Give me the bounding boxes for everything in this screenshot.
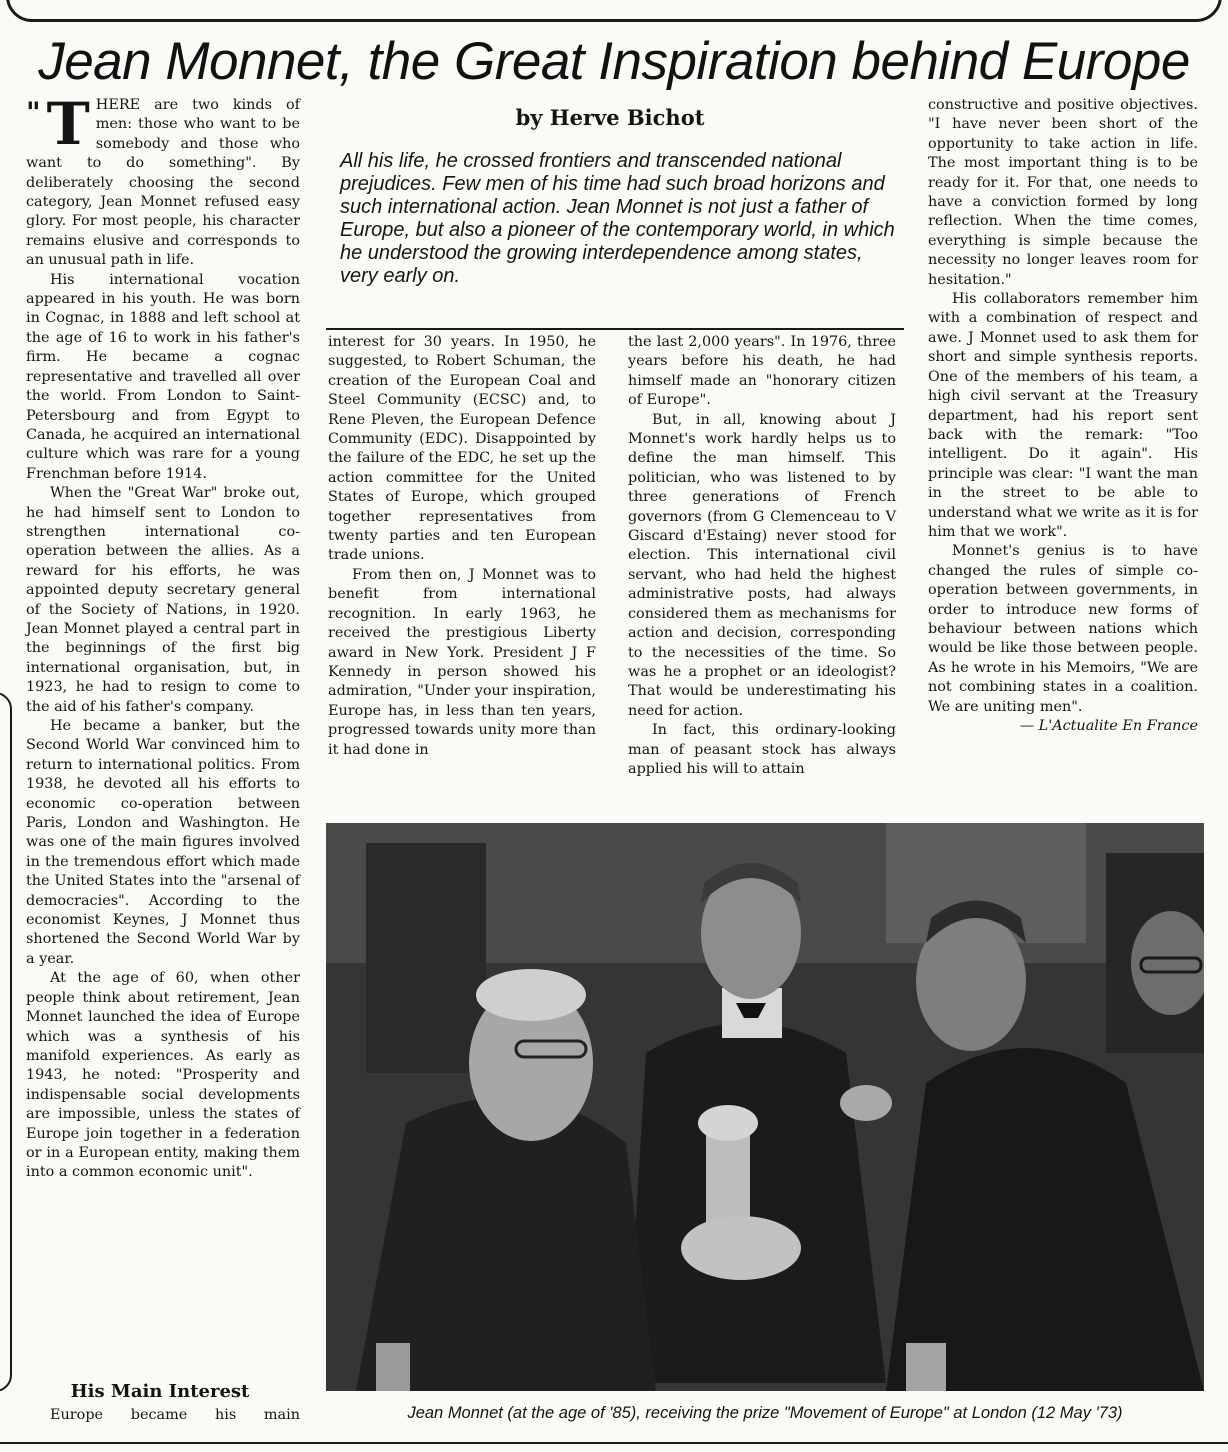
deck-divider — [326, 328, 904, 330]
opening-paragraph — [26, 90, 300, 271]
headline: Jean Monnet, the Great Inspiration behind Europe — [38, 32, 1190, 91]
drop-cap: T — [46, 90, 90, 158]
subhead: His Main Interest — [70, 1381, 250, 1402]
paragraph: the last 2,000 years". In 1976, three years before his death, he had himself made an "honorary citizen of Europe". — [628, 334, 896, 409]
paragraph: He became a banker, but the Second World War convinced him to return to international politics. From 1938, he devoted all his efforts to economic co-operation between Paris, London and Washington. He was one of the main figures involved in the tremendous effort which made the United States into the "arsenal of democracies". According to the economist Keynes, J Monnet thus shortened the Second World War by a year. — [26, 718, 300, 967]
paragraph: His international vocation appeared in his youth. He was born in Cognac, in 1888 and left school at the age of 16 to work in his father's firm. He became a cognac representative and travelled all over the world. From London to Saint-Petersbourg and from Egypt to Canada, he acquired an international culture which was rare for a young Frenchman before 1914. — [26, 271, 300, 482]
byline: by Herve Bichot — [515, 105, 705, 130]
opening-text: HERE are two kinds of men: those who want to be somebody and those who want to do something". By deliberately choosing the second category, Jean Monnet refused easy glory. For most people, his character remains elusive and corresponds to an unusual path in life. — [26, 97, 300, 269]
deck-summary: All his life, he crossed frontiers and transcended national prejudices. Few men of his time had such broad horizons and such international action. Jean Monnet is not just a father of Europe, but also a pioneer of the contemporary world, in which he understood the growing interdependence among states, very early on. — [340, 150, 895, 287]
article-column-1 — [26, 90, 300, 1183]
paragraph: interest for 30 years. In 1950, he suggested, to Robert Schuman, the creation of the European Coal and Steel Community (ECSC) and, to Rene Pleven, the European Defence Community (EDC). Disappointed by the failure of the EDC, he set up the action committee for the United States of Europe, which grouped together representatives from twenty parties and ten European trade unions. — [328, 334, 596, 564]
paragraph: In fact, this ordinary-looking man of peasant stock has always applied his will to attain — [628, 722, 896, 777]
photo-illustration — [326, 823, 1204, 1391]
paragraph: Europe became his main — [50, 1407, 300, 1423]
paragraph: At the age of 60, when other people think about retirement, Jean Monnet launched the idea of Europe which was a synthesis of his manifold experiences. As early as 1943, he noted: "Prosperity and indispensable social developments are impossible, unless the states of Europe join together in a federation or in a European entity, making them into a common economic unit". — [26, 970, 300, 1181]
source-credit: — L'Actualite En France — [1019, 718, 1198, 734]
paragraph: But, in all, knowing about J Monnet's work hardly helps us to define the man himself. This politician, who was listened to by three generations of French governors (from G Clemenceau to V Giscard d'Estaing) never stood for election. This international civil servant, who had held the highest administrative posts, had always considered them as mechanisms for action and decision, corresponding to the necessities of the time. So was he a prophet or an ideologist? That would be underestimating his need for action. — [628, 411, 896, 719]
photo-caption: Jean Monnet (at the age of '85), receiving the prize "Movement of Europe" at London (12 May '73) — [407, 1404, 1123, 1422]
paragraph: His collaborators remember him with a combination of respect and awe. J Monnet used to ask them for short and simple synthesis reports. One of the members of his team, a high civil servant at the Treasury department, had his report sent back with the remark: "Too intelligent. Do it again". His principle was clear: "I want the man in the street to be able to understand what we write as it is for him that we work". — [928, 291, 1198, 540]
article-column-4 — [928, 96, 1198, 736]
news-photo — [326, 823, 1204, 1391]
article-column-3 — [628, 333, 896, 779]
bottom-rule — [0, 1442, 1228, 1444]
opening-quote-mark: " — [26, 96, 41, 129]
paragraph: When the "Great War" broke out, he had himself sent to London to strengthen international co-operation between the allies. As a reward for his efforts, he was appointed deputy secretary general of the Society of Nations, in 1920. Jean Monnet played a central part in the beginnings of the first big international organisation, but, in 1923, he had to resign to come to the aid of his father's company. — [26, 485, 300, 715]
paragraph: constructive and positive objectives. "I have never been short of the opportunity to take action in life. The most important thing is to be ready for it. For that, one needs to have a conviction formed by long reflection. When the time comes, everything is simple because the necessity no longer leaves room for hesitation." — [928, 97, 1198, 288]
paragraph: Monnet's genius is to have changed the rules of simple co-operation between governments, in order to introduce new forms of behaviour between nations which would be like those between people. As he wrote in his Memoirs, "We are not combining states in a coalition. We are uniting men". — [928, 543, 1198, 715]
top-border-frame — [6, 0, 1222, 22]
article-column-2 — [328, 333, 596, 760]
left-margin-bracket — [0, 692, 12, 1392]
paragraph: From then on, J Monnet was to benefit from international recognition. In early 1963, he received the prestigious Liberty award in New York. President J F Kennedy in person showed his admiration, "Under your inspiration, Europe has, in less than ten years, progressed towards unity more than it had done in — [328, 566, 596, 758]
